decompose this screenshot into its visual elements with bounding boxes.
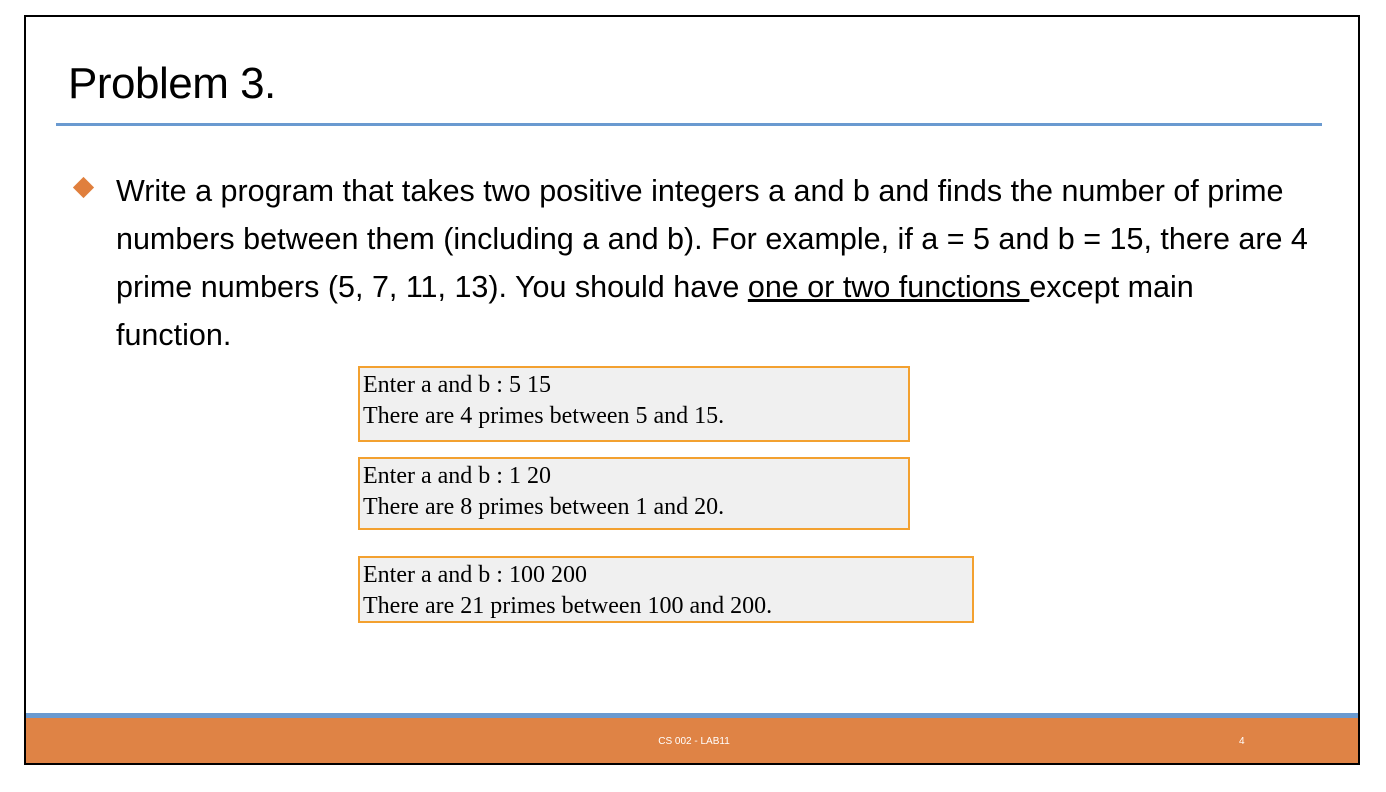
title-divider — [56, 123, 1322, 126]
console-output-example-2 — [358, 457, 910, 530]
footer-course-label: CS 002 - LAB11 — [658, 736, 730, 747]
footer-page-number: 4 — [1239, 736, 1245, 747]
diamond-bullet-icon — [73, 177, 94, 198]
bullet-text-end: except main function. — [116, 270, 1194, 352]
footer-bar — [26, 718, 1360, 765]
console-result-line: There are 4 primes between 5 and 15. — [363, 403, 725, 429]
slide-title: Problem 3. — [68, 59, 276, 108]
bullet-item — [116, 167, 1316, 359]
bullet-text-underlined: one or two functions — [747, 270, 1030, 304]
console-input-line: Enter a and b : 5 15 — [363, 372, 551, 398]
bullet-text-main: Write a program that takes two positive integers a and b and finds the number of prime numbers between them (including a and b). For example, if a = 5 and b = 15, there are 4 prime numbers (5, 7, 11, 13). You should have — [116, 174, 1308, 304]
console-result-line: There are 21 primes between 100 and 200. — [363, 593, 773, 619]
console-result-line: There are 8 primes between 1 and 20. — [363, 494, 725, 520]
console-input-line: Enter a and b : 1 20 — [363, 463, 551, 489]
console-output-example-3 — [358, 556, 974, 623]
console-output-example-1 — [358, 366, 910, 442]
slide — [24, 15, 1360, 765]
bullet-text — [116, 167, 1316, 359]
console-input-line: Enter a and b : 100 200 — [363, 562, 587, 588]
